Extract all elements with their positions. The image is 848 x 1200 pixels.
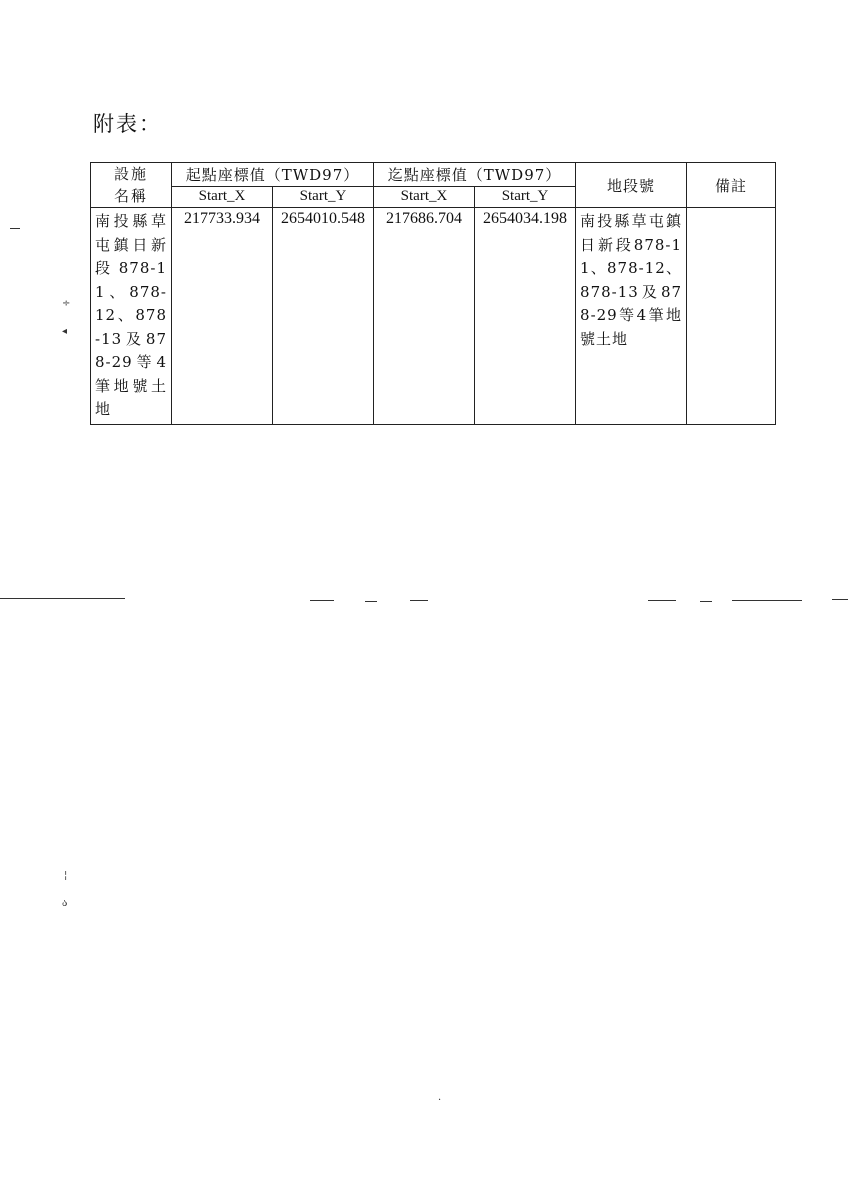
start-y-value: 2654010.548 bbox=[281, 210, 365, 227]
header-start-coordinates: 起點座標值（TWD97） bbox=[172, 163, 374, 187]
table-row bbox=[91, 208, 776, 425]
end-x-value: 217686.704 bbox=[386, 210, 463, 227]
scan-artifact-line bbox=[700, 601, 712, 602]
start-x-value: 217733.934 bbox=[184, 210, 260, 227]
attachment-heading: 附表： bbox=[93, 112, 162, 136]
header-parcel-number: 地段號 bbox=[576, 163, 687, 208]
scan-artifact-line bbox=[648, 600, 676, 601]
cell-start-x bbox=[172, 208, 273, 425]
end-y-value: 2654034.198 bbox=[483, 210, 568, 227]
cell-remarks bbox=[687, 208, 776, 425]
remarks-text bbox=[687, 208, 775, 212]
scan-artifact-line bbox=[410, 600, 428, 601]
scan-artifact-dot: · bbox=[438, 1095, 442, 1106]
header-facility-line1: 設施 bbox=[113, 165, 148, 183]
header-start-y: Start_Y bbox=[273, 186, 374, 207]
scan-artifact-line bbox=[310, 600, 334, 601]
header-facility-name bbox=[91, 163, 172, 208]
cell-facility-name bbox=[91, 208, 172, 425]
scan-artifact-line bbox=[10, 228, 20, 229]
header-end-x: Start_X bbox=[374, 186, 475, 207]
cell-end-x bbox=[374, 208, 475, 425]
header-end-y: Start_Y bbox=[475, 186, 576, 207]
scan-artifact-line bbox=[732, 600, 802, 601]
cell-start-y bbox=[273, 208, 374, 425]
scan-artifact-line bbox=[0, 598, 125, 599]
parcel-number-text: 南投縣草屯鎮日新段878-11、878-12、878-13及878-29等4筆地號土地 bbox=[580, 212, 683, 348]
scan-artifact-line bbox=[365, 601, 377, 602]
scan-artifact-dot: ÷ bbox=[62, 298, 71, 309]
header-remarks: 備註 bbox=[687, 163, 776, 208]
header-end-coordinates: 迄點座標值（TWD97） bbox=[374, 163, 576, 187]
scan-artifact-dot: ◂ bbox=[62, 326, 68, 337]
coordinate-table bbox=[90, 162, 776, 425]
scan-artifact-line bbox=[832, 599, 848, 600]
scan-artifact-dot: ¦ bbox=[64, 870, 68, 881]
cell-parcel-number bbox=[576, 208, 687, 425]
header-facility-line2: 名稱 bbox=[113, 187, 148, 205]
header-start-x: Start_X bbox=[172, 186, 273, 207]
facility-name-text: 南投縣草屯鎮日新段 878-11、878-12、878-13及878-29等4筆地號土地 bbox=[95, 212, 167, 418]
cell-end-y bbox=[475, 208, 576, 425]
scan-artifact-dot: ა bbox=[62, 898, 68, 909]
